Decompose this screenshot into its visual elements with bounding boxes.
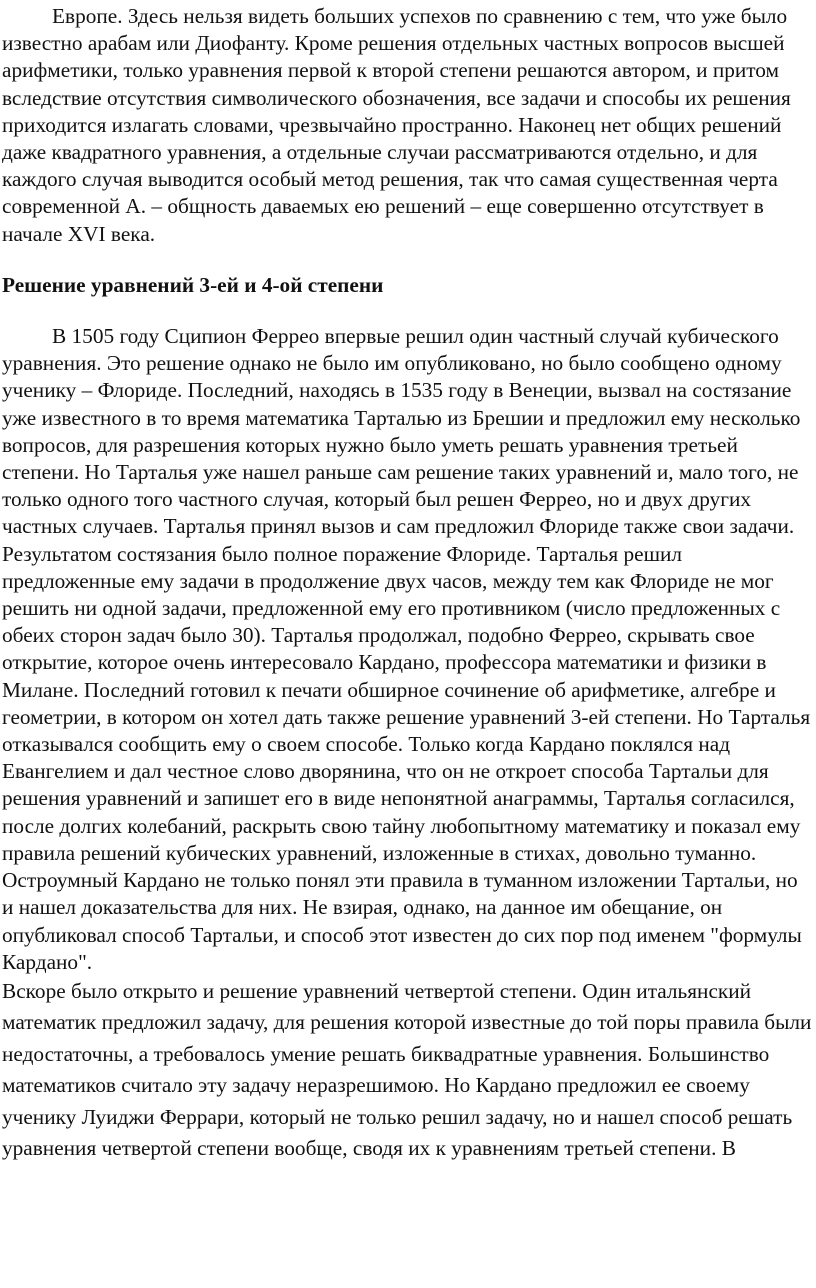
paragraph-intro: Европе. Здесь нельзя видеть больших успехов по сравнению с тем, что уже было известно арабам или Диофанту. Кроме решения отдельных частных вопросов высшей арифметики, только уравнения первой к второй степени решаются автором, и притом вследствие отсутствия символического обозначения, все задачи и способы их решения приходится излагать словами, чрезвычайно пространно. Наконец нет общих решений даже квадратного уравнения, а отдельные случаи рассматриваются отдельно, и для каждого случая выводится особый метод решения, так что самая существенная черта современной А. – общность даваемых ею решений – еще совершенно отсутствует в начале XVI века. bbox=[2, 4, 791, 246]
paragraph-quartic: Вскоре было открыто и решение уравнений четвертой степени. Один итальянский математик предложил задачу, для решения которой известные до той поры правила были недостаточны, а требовалось умение решать биквадратные уравнения. Большинство математиков считало эту задачу неразрешимою. Но Кардано предложил ее своему ученику Луиджи Феррари, который не только решил задачу, но и нашел способ решать уравнения четвертой степени вообще, сводя их к уравнениям третьей степени. В bbox=[2, 978, 812, 1160]
paragraph-cubic: В 1505 году Сципион Феррео впервые решил один частный случай кубического уравнения. Это решение однако не было им опубликовано, но было сообщено одному ученику – Флориде. Последний, находясь в 1535 году в Венеции, вызвал на состязание уже известного в то время математика Тарталью из Брешии и предложил ему несколько вопросов, для разрешения которых нужно было уметь решать уравнения третьей степени. Но Тарталья уже нашел раньше сам решение таких уравнений и, мало того, не только одного того частного случая, который был решен Феррео, но и двух других частных случаев. Тарталья принял вызов и сам предложил Флориде также свои задачи. Результатом состязания было полное поражение Флориде. Тарталья решил предложенные ему задачи в продолжение двух часов, между тем как Флориде не мог решить ни одной задачи, предложенной ему его противником (число предложенных с обеих сторон задач было 30). Тарталья продолжал, подобно Феррео, скрывать свое открытие, которое очень интересовало Кардано, профессора математики и физики в Милане. Последний готовил к печати обширное сочинение об арифметике, алгебре и геометрии, в котором он хотел дать также решение уравнений 3-ей степени. Но Тарталья отказывался сообщить ему о своем способе. Только когда Кардано поклялся над Евангелием и дал честное слово дворянина, что он не откроет способа Тартальи для решения уравнений и запишет его в виде непонятной анаграммы, Тарталья согласился, после долгих колебаний, раскрыть свою тайну любопытному математику и показал ему правила решений кубических уравнений, изложенные в стихах, довольно туманно. Остроумный Кардано не только понял эти правила в туманном изложении Тартальи, но и нашел доказательства для них. Не взирая, однако, на данное им обещание, он опубликовал способ Тартальи, и способ этот известен до сих пор под именем "формулы Кардано". bbox=[2, 324, 811, 974]
section-heading: Решение уравнений 3-ей и 4-ой степени bbox=[2, 272, 384, 297]
